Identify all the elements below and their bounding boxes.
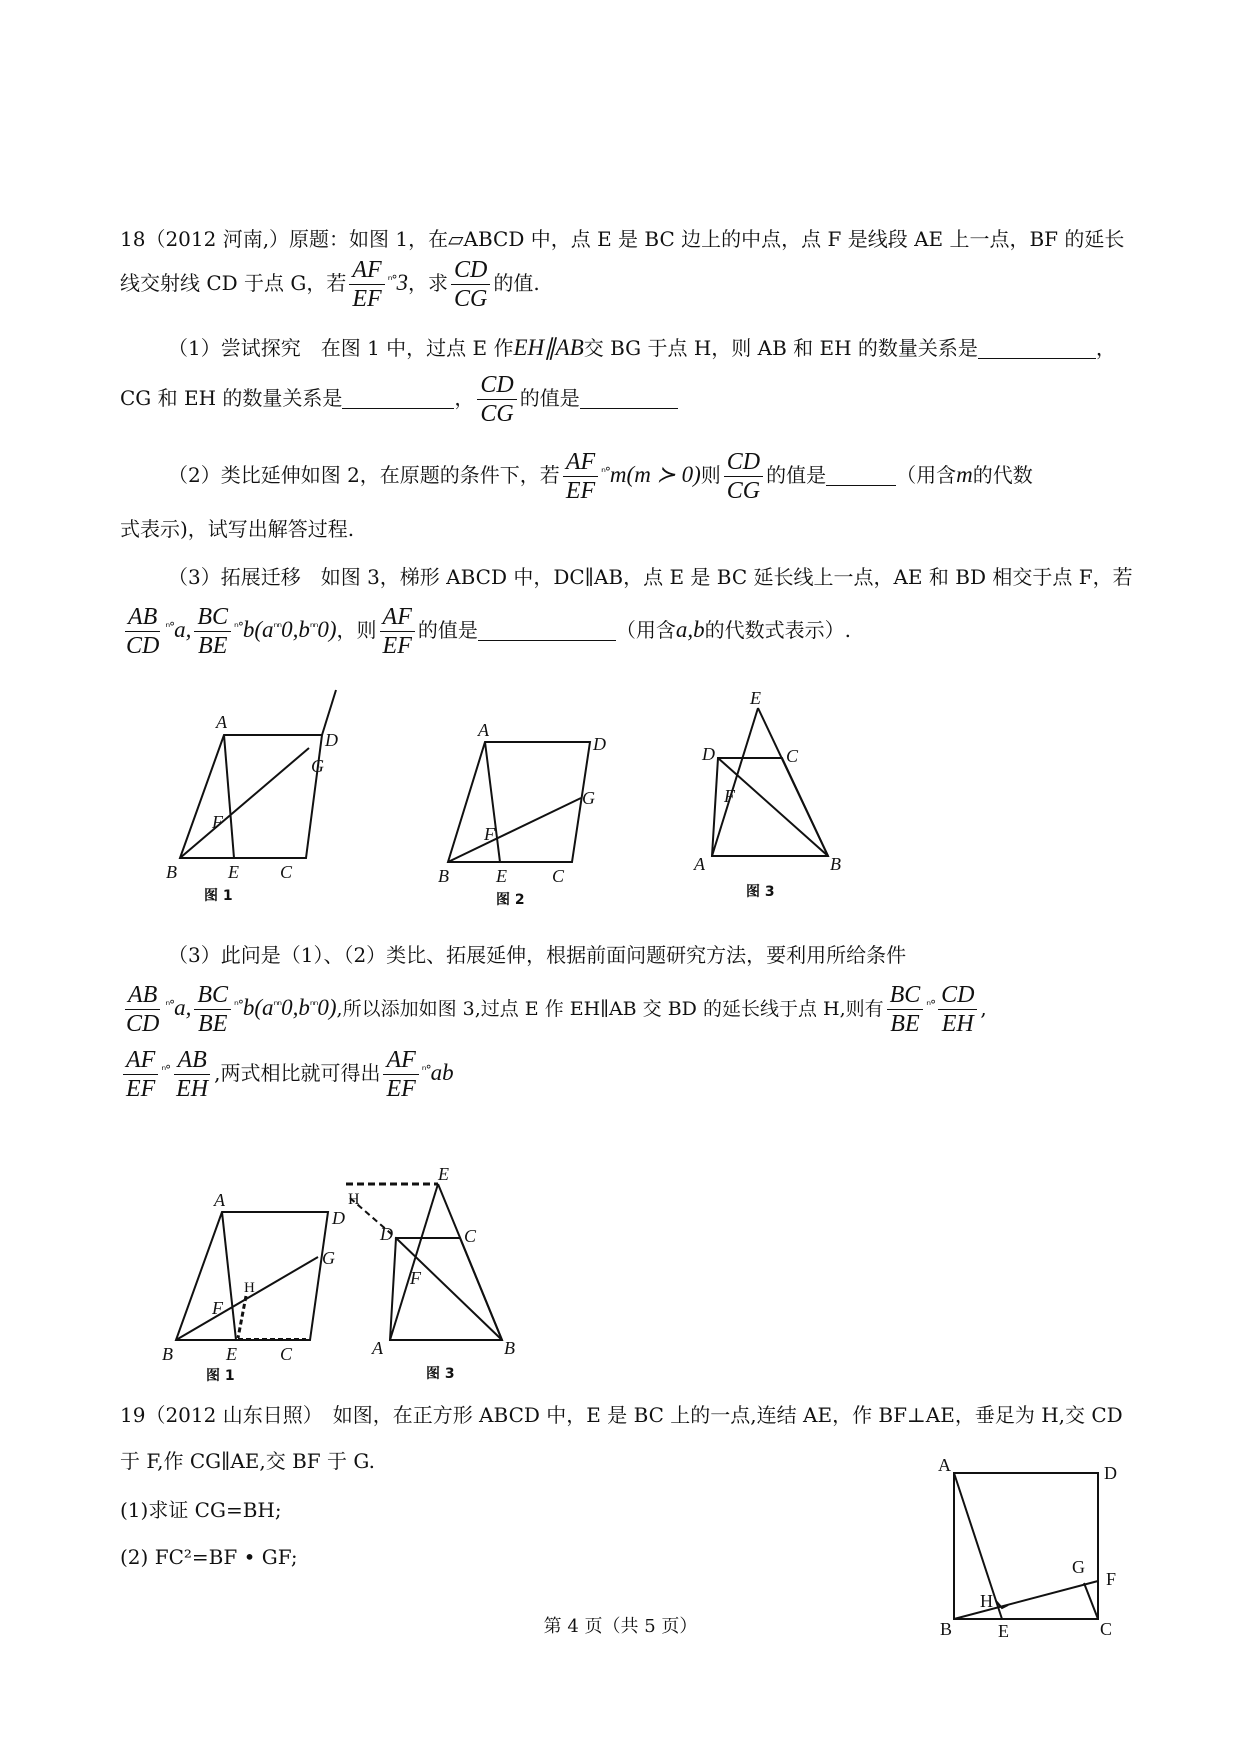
svg-text:A: A [694, 854, 705, 874]
svg-text:B: B [162, 1344, 173, 1364]
svg-text:B: B [438, 866, 449, 886]
p19-q2: (2) FC²=BF • GF; [120, 1545, 298, 1569]
svg-text:B: B [166, 862, 177, 882]
svg-text:C: C [464, 1226, 477, 1246]
p18-line2: 线交射线 CD 于点 G，若 $\frac{AF}{EF}$ $^{^n^\circ}$3，求 $\frac{CD}{CG}$ 的值. [120, 257, 540, 312]
svg-text:H: H [348, 1191, 360, 1208]
svg-text:图 1: 图 1 [206, 1368, 235, 1384]
svg-text:G: G [322, 1248, 335, 1268]
figure-3 [690, 690, 850, 920]
svg-text:B: B [830, 854, 841, 874]
svg-text:D: D [332, 1208, 345, 1228]
svg-text:H: H [980, 1591, 993, 1611]
svg-text:E: E [998, 1621, 1009, 1641]
svg-text:G: G [311, 756, 324, 776]
svg-text:A: A [216, 712, 227, 732]
p18-q2b: 式表示)，试写出解答过程. [120, 517, 355, 541]
p18-q3: （3）拓展迁移 如图 3，梯形 ABCD 中，DC∥AB，点 E 是 BC 延长线上一点，AE 和 BD 相交于点 F，若 [168, 565, 1133, 589]
fraction-cd-cg: $\frac{CD}{CG}$ [477, 371, 516, 428]
p18-solution-line3: $\frac{AF}{EF}$ $^{^n^\circ}$ $\frac{AB}{EH}$ ,两式相比就可得出 $\frac{AF}{EF}$ $^{^n^\circ}$ab [120, 1040, 1130, 1103]
svg-text:图 2: 图 2 [496, 892, 525, 908]
fraction-af-ef: $\frac{AF}{EF}$ [563, 448, 598, 505]
svg-text:E: E [750, 688, 761, 708]
svg-text:F: F [410, 1268, 421, 1288]
page-footer: 第 4 页（共 5 页） [543, 1616, 698, 1637]
svg-text:D: D [380, 1224, 393, 1244]
svg-text:F: F [212, 1298, 223, 1318]
fraction-bc-be: $\frac{BC}{BE}$ [194, 603, 231, 660]
p18-q3b: $\frac{AB}{CD}$ $^{^n^\circ}$a, $\frac{BC}{BE}$ $^{^n^\circ}b(a^{^{nn}}0,b^{^{nn}}0)$，则 $\frac{AF}{EF}$ 的值是 （用含a,b的代数式表示）. [120, 597, 1130, 660]
svg-text:图 3: 图 3 [746, 884, 775, 900]
fraction-af-ef: $\frac{AF}{EF}$ [349, 256, 384, 313]
svg-text:图 3: 图 3 [426, 1366, 455, 1382]
svg-text:C: C [552, 866, 565, 886]
p18-solution-line2: $\frac{AB}{CD}$ $^{^n^\circ}$a, $\frac{BC}{BE}$ $^{^n^\circ}b(a^{^{nn}}0,b^{^{nn}}0)$,所以添加如图 3,过点 E 作 EH∥AB 交 BD 的延长线于点 H,则有 $\frac{BC}{BE}$ $^{^n^\circ}$ $\frac{CD}{EH}$ , [126, 982, 987, 1037]
answer-blank[interactable] [478, 618, 616, 641]
p19-q1: (1)求证 CG=BH; [120, 1498, 282, 1522]
solution-figure-3 [340, 1160, 540, 1380]
svg-text:E: E [496, 866, 507, 886]
svg-text:C: C [280, 862, 293, 882]
svg-text:E: E [226, 1344, 237, 1364]
svg-text:G: G [582, 788, 595, 808]
svg-text:G: G [1072, 1557, 1085, 1577]
svg-text:A: A [938, 1455, 951, 1475]
svg-text:B: B [940, 1619, 953, 1639]
svg-text:C: C [280, 1344, 293, 1364]
answer-blank[interactable] [342, 386, 454, 409]
svg-text:E: E [438, 1164, 449, 1184]
p18-solution-line1: （3）此问是（1）、（2）类比、拓展延伸，根据前面问题研究方法，要利用所给条件 [168, 943, 907, 967]
figure-2 [440, 720, 630, 920]
svg-text:D: D [702, 744, 715, 764]
svg-text:F: F [1106, 1569, 1117, 1589]
svg-text:D: D [1104, 1463, 1117, 1483]
svg-text:E: E [228, 862, 239, 882]
svg-text:H: H [244, 1280, 255, 1296]
fraction-cd-cg: $\frac{CD}{CG}$ [451, 256, 490, 313]
answer-blank[interactable] [826, 463, 896, 486]
svg-text:C: C [786, 746, 799, 766]
fraction-cd-cg: $\frac{CD}{CG}$ [724, 448, 763, 505]
p19-line2: 于 F,作 CG∥AE,交 BF 于 G. [120, 1449, 376, 1473]
answer-blank[interactable] [978, 336, 1096, 359]
fraction-ab-cd: $\frac{AB}{CD}$ [126, 604, 160, 659]
p18-line1: 18（2012 河南,）原题：如图 1，在▱ABCD 中，点 E 是 BC 边上的中点，点 F 是线段 AE 上一点，BF 的延长 [120, 227, 1125, 251]
svg-text:D: D [593, 734, 606, 754]
svg-text:B: B [504, 1338, 515, 1358]
p18-q2: （2）类比延伸如图 2，在原题的条件下，若 $\frac{AF}{EF}$ $^{^n^\circ}$m(m ≻ 0)则 $\frac{CD}{CG}$ 的值是 （用含m的代数 [168, 449, 1033, 504]
p19-line1: 19（2012 山东日照） 如图，在正方形 ABCD 中，E 是 BC 上的一点,连结 AE，作 BF⊥AE，垂足为 H,交 CD [120, 1403, 1123, 1427]
figure-1 [160, 690, 360, 915]
svg-text:A: A [214, 1190, 225, 1210]
svg-text:A: A [478, 720, 489, 740]
svg-text:F: F [724, 786, 735, 806]
svg-text:图 1: 图 1 [204, 888, 233, 904]
fraction-af-ef: $\frac{AF}{EF}$ [380, 603, 415, 660]
svg-text:F: F [484, 824, 495, 844]
svg-text:A: A [372, 1338, 383, 1358]
answer-blank[interactable] [580, 386, 678, 409]
svg-text:D: D [325, 730, 338, 750]
p18-q1: （1）尝试探究 在图 1 中，过点 E 作EH∥AB交 BG 于点 H，则 AB 和 EH 的数量关系是 ， [168, 335, 1116, 360]
p18-q1b: CG 和 EH 的数量关系是 ， $\frac{CD}{CG}$ 的值是 [120, 368, 1130, 428]
svg-text:C: C [1100, 1619, 1113, 1639]
svg-text:F: F [212, 812, 223, 832]
